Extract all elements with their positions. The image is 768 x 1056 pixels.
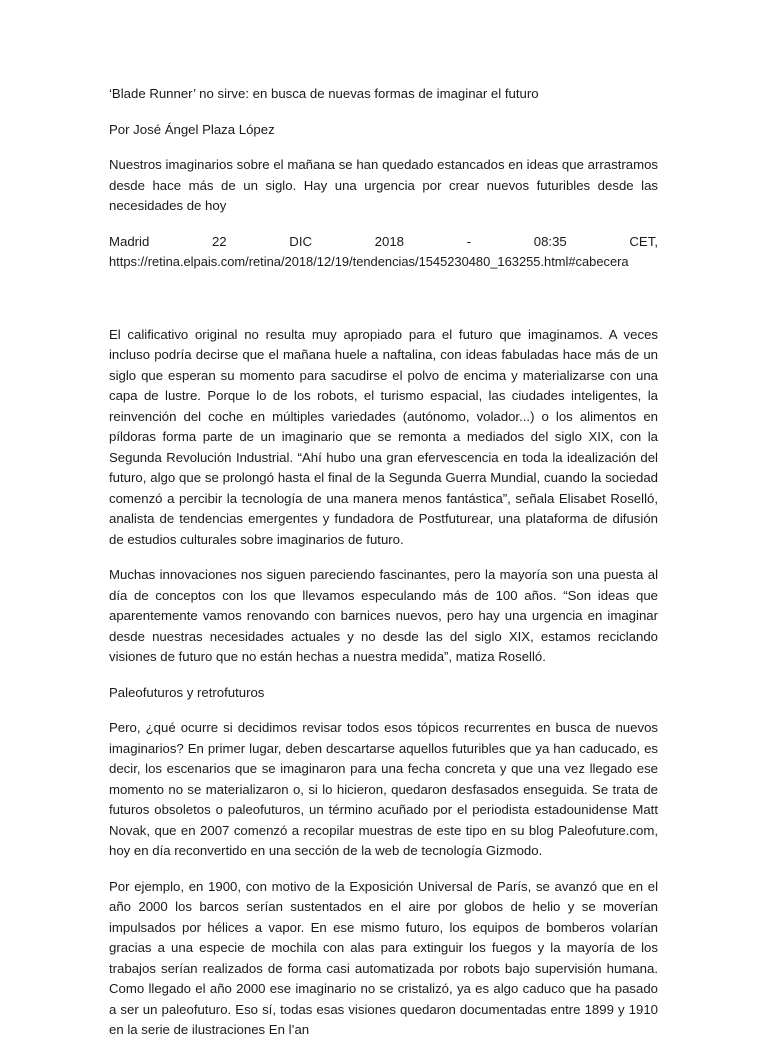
body-paragraph: Por ejemplo, en 1900, con motivo de la Exposición Universal de París, se avanzó que en el año 2000 los barcos serían sustentados en el aire por globos de helio y se moverían impulsados por hélices a vapor. En ese mismo futuro, los equipos de bomberos volarían gracias a una especie de mochila con alas para extinguir los fuegos y la mayoría de los trabajos serían realizados de forma casi automatizada por robots bajo supervisión humana. Como llegado el año 2000 ese imaginario no se cristalizó, ya es algo caduco que ha pasado a ser un paleofuturo. Eso sí, todas esas visiones quedaron documentadas entre 1899 y 1910 en la serie de ilustraciones En l’an: [109, 878, 658, 1037]
document-page: [109, 80, 658, 1056]
dateline-month: DIC: [289, 233, 313, 249]
dateline-time: 08:35: [533, 233, 567, 249]
dateline-timezone: CET,: [629, 233, 658, 249]
dateline-url: https://retina.elpais.com/retina/2018/12/19/tendencias/1545230480_163255.html#cabecera: [109, 254, 629, 269]
dateline-dash: -: [466, 233, 472, 249]
dateline-day: 22: [211, 233, 227, 249]
body-paragraph: Muchas innovaciones nos siguen pareciendo fascinantes, pero la mayoría son una puesta al día de conceptos con los que llevamos especulando más de 100 años. “Son ideas que aparentemente vamos renovando con barnices nuevos, pero hay una urgencia en imaginar desde nuestras necesidades actuales y no desde las del siglo XIX, estamos reciclando visiones de futuro que no están hechas a nuestra medida”, matiza Roselló.: [109, 567, 658, 664]
dateline-city: Madrid: [109, 233, 150, 249]
article-byline: Por José Ángel Plaza López: [109, 121, 275, 137]
dateline-year: 2018: [374, 233, 405, 249]
body-paragraph: El calificativo original no resulta muy apropiado para el futuro que imaginamos. A veces incluso podría decirse que el mañana huele a naftalina, con ideas fabuladas hace más de un siglo que esperan su momento para sacudirse el polvo de encima y materializarse con una capa de lustre. Porque lo de los robots, el turismo espacial, las ciudades inteligentes, la reinvención del coche en múltiples variedades (autónomo, volador...) o los alimentos en píldoras forma parte de un imaginario que se remonta a mediados del siglo XIX, con la Segunda Revolución Industrial. “Ahí hubo una gran efervescencia en toda la idealización del futuro, algo que se prolongó hasta el final de la Segunda Guerra Mundial, cuando la sociedad comenzó a percibir la tecnología de una manera menos fantástica”, señala Elisabet Roselló, analista de tendencias emergentes y fundadora de Postfuturear, una plataforma de difusión de estudios culturales sobre imaginarios de futuro.: [109, 326, 658, 547]
body-paragraph: Pero, ¿qué ocurre si decidimos revisar todos esos tópicos recurrentes en busca de nuevos imaginarios? En primer lugar, deben descartarse aquellos futuribles que ya han caducado, es decir, los escenarios que se imaginaron para una fecha concreta y que una vez llegado ese momento no se materializaron o, si lo hicieron, quedaron desfasados enseguida. Se trata de futuros obsoletos o paleofuturos, un término acuñado por el periodista estadounidense Matt Novak, que en 2007 comenzó a recopilar muestras de este tipo en su blog Paleofuture.com, hoy en día reconvertido en una sección de la web de tecnología Gizmodo.: [109, 720, 658, 858]
article-title: ‘Blade Runner’ no sirve: en busca de nuevas formas de imaginar el futuro: [109, 86, 539, 101]
article-dateline: [109, 232, 658, 273]
dateline-row: [109, 232, 658, 253]
section-heading: Paleofuturos y retrofuturos: [109, 684, 265, 700]
article-subtitle: Nuestros imaginarios sobre el mañana se han quedado estancados en ideas que arrastramos desde hace más de un siglo. Hay una urgencia por crear nuevos futuribles desde las necesidades de hoy: [109, 157, 658, 213]
